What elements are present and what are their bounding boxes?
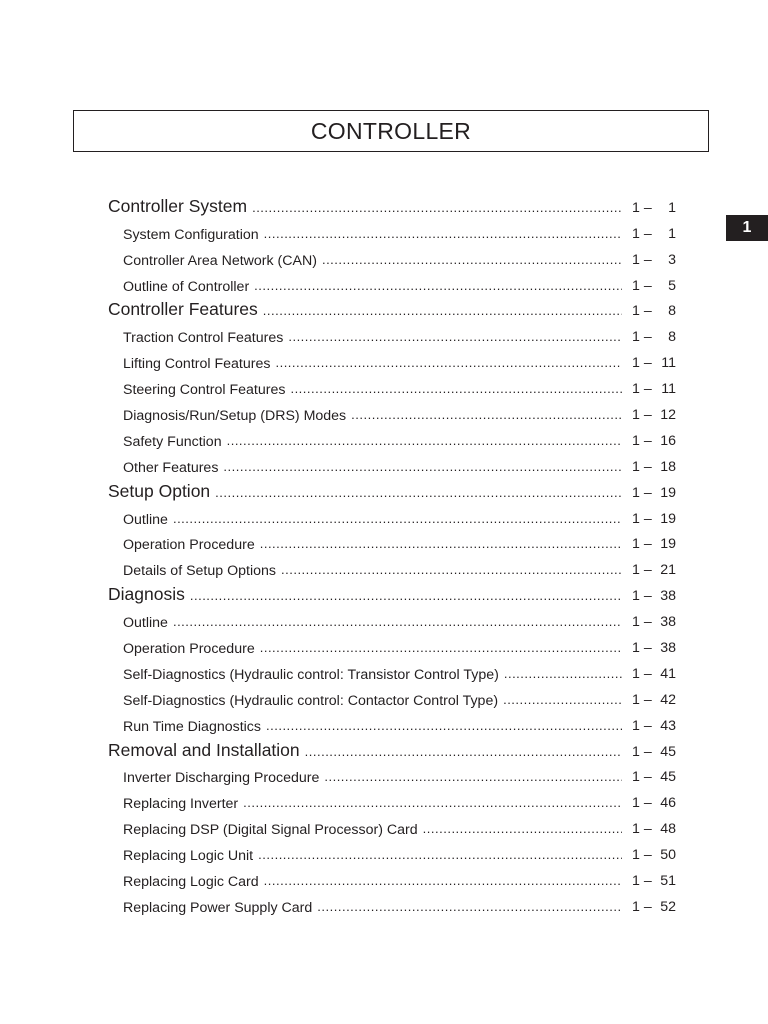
toc-entry-label: Replacing Logic Unit bbox=[123, 848, 254, 865]
toc-entry-label: Controller Features bbox=[108, 299, 258, 320]
toc-entry-label: Traction Control Features bbox=[123, 330, 284, 347]
toc-section-entry bbox=[108, 579, 676, 605]
toc-dot-leader bbox=[305, 745, 622, 758]
toc-dot-leader bbox=[254, 279, 622, 292]
toc-page-ref bbox=[622, 407, 676, 423]
toc-page-ref bbox=[622, 381, 676, 397]
toc-subsection-entry bbox=[108, 838, 676, 864]
toc-dot-leader bbox=[260, 537, 622, 550]
toc-entry-label: Steering Control Features bbox=[123, 382, 286, 399]
toc-page-ref bbox=[622, 355, 676, 371]
toc-page-number: 50 bbox=[660, 847, 676, 864]
toc-subsection-entry bbox=[108, 424, 676, 450]
toc-page-ref bbox=[622, 744, 676, 760]
toc-dot-leader bbox=[317, 900, 622, 913]
toc-page-number: 18 bbox=[660, 458, 676, 475]
toc-dot-leader bbox=[173, 512, 622, 525]
toc-entry-label: Replacing Logic Card bbox=[123, 874, 259, 891]
toc-subsection-entry bbox=[108, 761, 676, 787]
toc-page-ref bbox=[622, 718, 676, 734]
toc-page-ref bbox=[622, 666, 676, 682]
toc-chapter-prefix: 1 – bbox=[632, 769, 652, 786]
toc-page-number: 11 bbox=[661, 381, 676, 398]
toc-entry-label: Controller Area Network (CAN) bbox=[123, 252, 317, 269]
toc-subsection-entry bbox=[108, 812, 676, 838]
toc-page-ref bbox=[622, 769, 676, 785]
toc-chapter-prefix: 1 – bbox=[632, 432, 652, 449]
toc-page-ref bbox=[622, 511, 676, 527]
toc-entry-label: Other Features bbox=[123, 459, 219, 476]
toc-section-entry bbox=[108, 191, 676, 217]
toc-page-ref bbox=[622, 536, 676, 552]
toc-page-number: 8 bbox=[668, 303, 676, 320]
toc-chapter-prefix: 1 – bbox=[632, 640, 652, 657]
toc-dot-leader bbox=[290, 382, 622, 395]
toc-dot-leader bbox=[324, 770, 622, 783]
toc-chapter-prefix: 1 – bbox=[632, 329, 652, 346]
toc-section-entry bbox=[108, 735, 676, 761]
toc-page-ref bbox=[622, 821, 676, 837]
toc-chapter-prefix: 1 – bbox=[632, 355, 652, 372]
toc-dot-leader bbox=[264, 874, 622, 887]
toc-page-ref bbox=[622, 899, 676, 915]
toc-entry-label: Operation Procedure bbox=[123, 641, 255, 658]
toc-page-number: 52 bbox=[660, 898, 676, 915]
toc-dot-leader bbox=[258, 848, 622, 861]
toc-page-ref bbox=[622, 588, 676, 604]
toc-dot-leader bbox=[243, 796, 622, 809]
toc-subsection-entry bbox=[108, 450, 676, 476]
toc-page-number: 1 bbox=[668, 225, 676, 242]
toc-page-ref bbox=[622, 226, 676, 242]
toc-entry-label: Lifting Control Features bbox=[123, 356, 271, 373]
toc-page-ref bbox=[622, 433, 676, 449]
toc-page-ref bbox=[622, 614, 676, 630]
toc-page-number: 21 bbox=[660, 562, 676, 579]
toc-chapter-prefix: 1 – bbox=[632, 303, 652, 320]
toc-dot-leader bbox=[263, 304, 622, 317]
toc-dot-leader bbox=[264, 227, 622, 240]
toc-chapter-prefix: 1 – bbox=[632, 614, 652, 631]
chapter-title: CONTROLLER bbox=[310, 117, 472, 144]
toc-dot-leader bbox=[504, 667, 622, 680]
toc-chapter-prefix: 1 – bbox=[632, 484, 652, 501]
toc-entry-label: Controller System bbox=[108, 195, 248, 216]
toc-dot-leader bbox=[281, 563, 622, 576]
toc-page-number: 19 bbox=[660, 536, 676, 553]
toc-page-ref bbox=[622, 278, 676, 294]
toc-entry-label: System Configuration bbox=[123, 226, 259, 243]
toc-subsection-entry bbox=[108, 709, 676, 735]
toc-dot-leader bbox=[190, 589, 622, 602]
toc-entry-label: Replacing Inverter bbox=[123, 796, 239, 813]
toc-page-number: 3 bbox=[668, 251, 676, 268]
toc-dot-leader bbox=[275, 356, 622, 369]
toc-chapter-prefix: 1 – bbox=[632, 562, 652, 579]
toc-page-number: 16 bbox=[660, 432, 676, 449]
toc-dot-leader bbox=[266, 719, 622, 732]
toc-subsection-entry bbox=[108, 553, 676, 579]
toc-page-number: 12 bbox=[660, 407, 676, 424]
toc-subsection-entry bbox=[108, 683, 676, 709]
chapter-tab-label: 1 bbox=[742, 219, 752, 236]
toc-chapter-prefix: 1 – bbox=[632, 510, 652, 527]
toc-page-number: 42 bbox=[660, 691, 676, 708]
toc-entry-label: Diagnosis/Run/Setup (DRS) Modes bbox=[123, 408, 347, 425]
toc-page-number: 38 bbox=[660, 640, 676, 657]
toc-page-number: 5 bbox=[668, 277, 676, 294]
toc-subsection-entry bbox=[108, 346, 676, 372]
toc-subsection-entry bbox=[108, 502, 676, 528]
toc-entry-label: Inverter Discharging Procedure bbox=[123, 770, 320, 787]
toc-entry-label: Run Time Diagnostics bbox=[123, 718, 261, 735]
toc-page-ref bbox=[622, 847, 676, 863]
toc-dot-leader bbox=[423, 822, 622, 835]
toc-page-number: 19 bbox=[660, 510, 676, 527]
toc-chapter-prefix: 1 – bbox=[632, 821, 652, 838]
toc-page-number: 8 bbox=[668, 329, 676, 346]
toc-page-number: 19 bbox=[660, 484, 676, 501]
toc-subsection-entry bbox=[108, 890, 676, 916]
toc-subsection-entry bbox=[108, 217, 676, 243]
toc-subsection-entry bbox=[108, 864, 676, 890]
toc-chapter-prefix: 1 – bbox=[632, 588, 652, 605]
toc-page-number: 48 bbox=[660, 821, 676, 838]
toc-chapter-prefix: 1 – bbox=[632, 717, 652, 734]
toc-subsection-entry bbox=[108, 320, 676, 346]
toc-chapter-prefix: 1 – bbox=[632, 847, 652, 864]
toc-dot-leader bbox=[215, 486, 622, 499]
toc-page-number: 51 bbox=[660, 873, 676, 890]
toc-chapter-prefix: 1 – bbox=[632, 199, 652, 216]
toc-subsection-entry bbox=[108, 269, 676, 295]
toc-page-number: 45 bbox=[660, 769, 676, 786]
toc-page-number: 38 bbox=[660, 614, 676, 631]
toc-chapter-prefix: 1 – bbox=[632, 898, 652, 915]
toc-page-ref bbox=[622, 873, 676, 889]
toc-page-ref bbox=[622, 485, 676, 501]
toc-chapter-prefix: 1 – bbox=[632, 873, 652, 890]
toc-dot-leader bbox=[252, 201, 622, 214]
chapter-title-box bbox=[73, 110, 709, 152]
toc-page-number: 38 bbox=[660, 588, 676, 605]
toc-entry-label: Replacing DSP (Digital Signal Processor) Card bbox=[123, 822, 418, 839]
toc-dot-leader bbox=[322, 253, 622, 266]
toc-page-ref bbox=[622, 562, 676, 578]
toc-page-ref bbox=[622, 303, 676, 319]
toc-page-number: 45 bbox=[660, 743, 676, 760]
toc-page-number: 43 bbox=[660, 717, 676, 734]
toc-subsection-entry bbox=[108, 398, 676, 424]
toc-entry-label: Details of Setup Options bbox=[123, 563, 276, 580]
toc-entry-label: Outline bbox=[123, 511, 168, 528]
toc-subsection-entry bbox=[108, 528, 676, 554]
toc-chapter-prefix: 1 – bbox=[632, 743, 652, 760]
toc-entry-label: Operation Procedure bbox=[123, 537, 255, 554]
toc-entry-label: Replacing Power Supply Card bbox=[123, 899, 313, 916]
toc-section-entry bbox=[108, 295, 676, 321]
toc-subsection-entry bbox=[108, 605, 676, 631]
toc-entry-label: Safety Function bbox=[123, 433, 222, 450]
toc-page-ref bbox=[622, 640, 676, 656]
toc-dot-leader bbox=[227, 434, 622, 447]
toc-entry-label: Removal and Installation bbox=[108, 739, 300, 760]
toc-chapter-prefix: 1 – bbox=[632, 458, 652, 475]
toc-entry-label: Setup Option bbox=[108, 480, 211, 501]
toc-dot-leader bbox=[173, 615, 622, 628]
toc-chapter-prefix: 1 – bbox=[632, 691, 652, 708]
toc-page-number: 11 bbox=[661, 355, 676, 372]
toc-dot-leader bbox=[351, 408, 622, 421]
toc-page-number: 41 bbox=[660, 665, 676, 682]
toc-page-ref bbox=[622, 200, 676, 216]
table-of-contents bbox=[108, 191, 676, 916]
toc-dot-leader bbox=[223, 460, 622, 473]
toc-page-ref bbox=[622, 252, 676, 268]
toc-chapter-prefix: 1 – bbox=[632, 277, 652, 294]
toc-subsection-entry bbox=[108, 372, 676, 398]
toc-page-ref bbox=[622, 329, 676, 345]
chapter-tab bbox=[726, 215, 768, 241]
toc-chapter-prefix: 1 – bbox=[632, 795, 652, 812]
toc-dot-leader bbox=[260, 641, 622, 654]
toc-entry-label: Outline bbox=[123, 615, 168, 632]
toc-entry-label: Self-Diagnostics (Hydraulic control: Transistor Control Type) bbox=[123, 666, 499, 683]
toc-entry-label: Self-Diagnostics (Hydraulic control: Contactor Control Type) bbox=[123, 692, 499, 709]
toc-page-ref bbox=[622, 692, 676, 708]
toc-page-number: 1 bbox=[668, 199, 676, 216]
toc-chapter-prefix: 1 – bbox=[632, 407, 652, 424]
toc-chapter-prefix: 1 – bbox=[632, 381, 652, 398]
toc-page-ref bbox=[622, 795, 676, 811]
toc-page-ref bbox=[622, 459, 676, 475]
toc-chapter-prefix: 1 – bbox=[632, 251, 652, 268]
toc-section-entry bbox=[108, 476, 676, 502]
toc-page-number: 46 bbox=[660, 795, 676, 812]
toc-entry-label: Diagnosis bbox=[108, 584, 185, 605]
toc-chapter-prefix: 1 – bbox=[632, 665, 652, 682]
toc-subsection-entry bbox=[108, 786, 676, 812]
toc-subsection-entry bbox=[108, 631, 676, 657]
toc-subsection-entry bbox=[108, 657, 676, 683]
toc-dot-leader bbox=[288, 330, 622, 343]
toc-dot-leader bbox=[503, 693, 622, 706]
toc-entry-label: Outline of Controller bbox=[123, 278, 250, 295]
toc-subsection-entry bbox=[108, 243, 676, 269]
toc-chapter-prefix: 1 – bbox=[632, 225, 652, 242]
toc-chapter-prefix: 1 – bbox=[632, 536, 652, 553]
